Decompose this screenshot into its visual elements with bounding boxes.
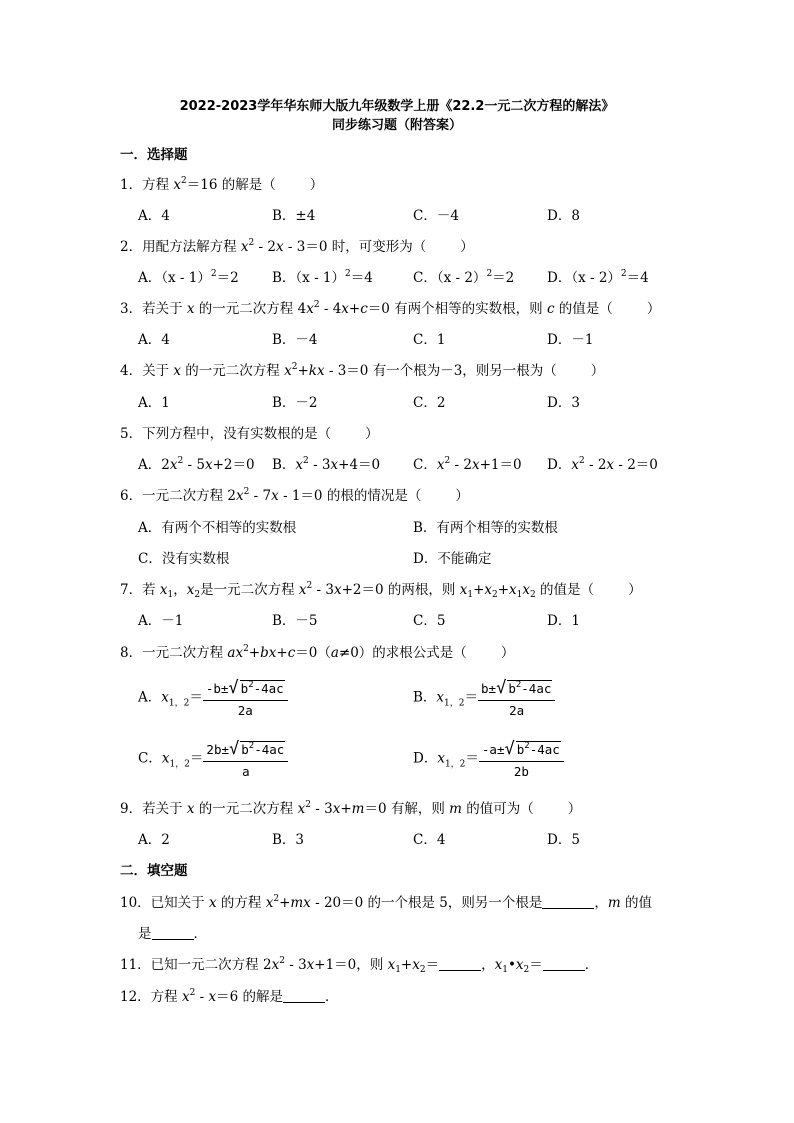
q1-option-b: B．±4 [272, 208, 316, 224]
q2-option-c: C．（x - 2）$^2$＝2 [413, 269, 515, 286]
q3-option-b: B．－4 [272, 332, 318, 348]
question-5: 5．下列方程中，没有实数根的是（ ） [120, 426, 379, 442]
q7-option-d: D．1 [547, 613, 580, 629]
q3-option-a: A．4 [138, 332, 170, 348]
answer-blank[interactable] [439, 956, 481, 971]
question-8: 8．一元二次方程 $ax^2+bx+c=0(a\ne 0)$的求根公式是（ ） [120, 644, 515, 661]
q5-option-b: B．$x^2 - 3x+4=0$ [272, 456, 381, 473]
question-12: 12．方程 $x^2 - x=6$ 的解是 ． [120, 988, 339, 1005]
q1-option-a: A．4 [138, 208, 170, 224]
q8-option-c: C．$x_{1,2}=$ $\frac{2b\pm√ b^2-4ac}{a}$ [138, 739, 288, 779]
answer-blank[interactable] [152, 925, 194, 940]
q7-option-b: B．－5 [272, 613, 318, 629]
question-2: 2．用配方法解方程 $x^2 - 2x - 3=0$ 时，可变形为（ ） [120, 238, 474, 255]
q8-option-d: D．$x_{1,2}=$ $\frac{-a\pm√ b^2-4ac}{2b}$ [413, 739, 564, 779]
question-4: 4．关于 x 的一元二次方程 $x^2+kx - 3=0$ 有一个根为－3，则另一根为（ ） [120, 362, 605, 379]
section-fill-heading: 二．填空题 [120, 863, 188, 879]
question-10: 10．已知关于 x 的方程 $x^2+mx - 20=0$ 的一个根是 5，则另一个根是 ，m 的值 [120, 894, 652, 911]
question-3: 3．若关于 x 的一元二次方程 $4x^2 - 4x+c=0$ 有两个相等的实数根，则 c 的值是（ ） [120, 300, 661, 317]
q8-option-b: B．$x_{1,2}=$ $\frac{b\pm√ b^2-4ac}{2a}$ [413, 678, 555, 718]
q3-option-c: C．1 [413, 332, 446, 348]
q7-option-c: C．5 [413, 613, 446, 629]
q5-option-c: C．$x^2 - 2x+1=0$ [413, 456, 522, 473]
question-11: 11．已知一元二次方程 $2x^2 - 3x+1=0$，则 $x_1+x_2=$ ，$x_1•x_2=$ ． [120, 956, 599, 975]
q4-option-d: D．3 [547, 395, 580, 411]
q7-option-a: A．－1 [138, 613, 184, 629]
title-line-1: 2022-2023学年华东师大版九年级数学上册《22.2一元二次方程的解法》 [179, 99, 615, 114]
q4-option-b: B．－2 [272, 395, 318, 411]
question-7: 7．若 $x_1$，$x_2$是一元二次方程 $x^2 - 3x+2=0$ 的两根，则 $x_1+x_2+x_1x_2$ 的值是（ ） [120, 581, 642, 600]
answer-blank[interactable] [283, 988, 325, 1003]
question-6: 6．一元二次方程 $2x^2 - 7x - 1=0$ 的根的情况是（ ） [120, 487, 469, 504]
question-9: 9．若关于 x 的一元二次方程 $x^2 - 3x+m=0$ 有解，则 m 的值可为（ ） [120, 800, 582, 817]
question-10-continued: 是 ． [138, 926, 207, 942]
q9-option-a: A．2 [138, 832, 170, 848]
q2-option-b: B．（x - 1）$^2$＝4 [272, 269, 373, 286]
q9-option-b: B．3 [272, 832, 305, 848]
q3-option-d: D．－1 [547, 332, 594, 348]
q1-option-c: C．－4 [413, 208, 459, 224]
q4-option-c: C．2 [413, 395, 446, 411]
answer-blank[interactable] [543, 956, 585, 971]
q6-option-d: D．不能确定 [413, 551, 492, 567]
q9-option-d: D．5 [547, 832, 580, 848]
q2-option-a: A．（x - 1）$^2$＝2 [138, 269, 239, 286]
q9-option-c: C．4 [413, 832, 446, 848]
question-1: 1．方程 $x^2=16$ 的解是（ ） [120, 176, 324, 193]
q1-option-d: D．8 [547, 208, 580, 224]
q8-option-a: A．$x_{1,2}=$ $\frac{-b\pm√ b^2-4ac}{2a}$ [138, 678, 288, 718]
title-line-2: 同步练习题（附答案） [331, 118, 462, 133]
q6-option-a: A．有两个不相等的实数根 [138, 520, 297, 536]
section-choice-heading: 一．选择题 [120, 147, 188, 163]
q4-option-a: A．1 [138, 395, 170, 411]
q2-option-d: D．（x - 2）$^2$＝4 [547, 269, 649, 286]
q6-option-c: C．没有实数根 [138, 551, 230, 567]
q6-option-b: B．有两个相等的实数根 [413, 520, 558, 536]
q5-option-a: A．$2x^2 - 5x+2=0$ [138, 456, 255, 473]
answer-blank[interactable] [542, 894, 594, 909]
q5-option-d: D．$x^2 - 2x - 2=0$ [547, 456, 658, 473]
